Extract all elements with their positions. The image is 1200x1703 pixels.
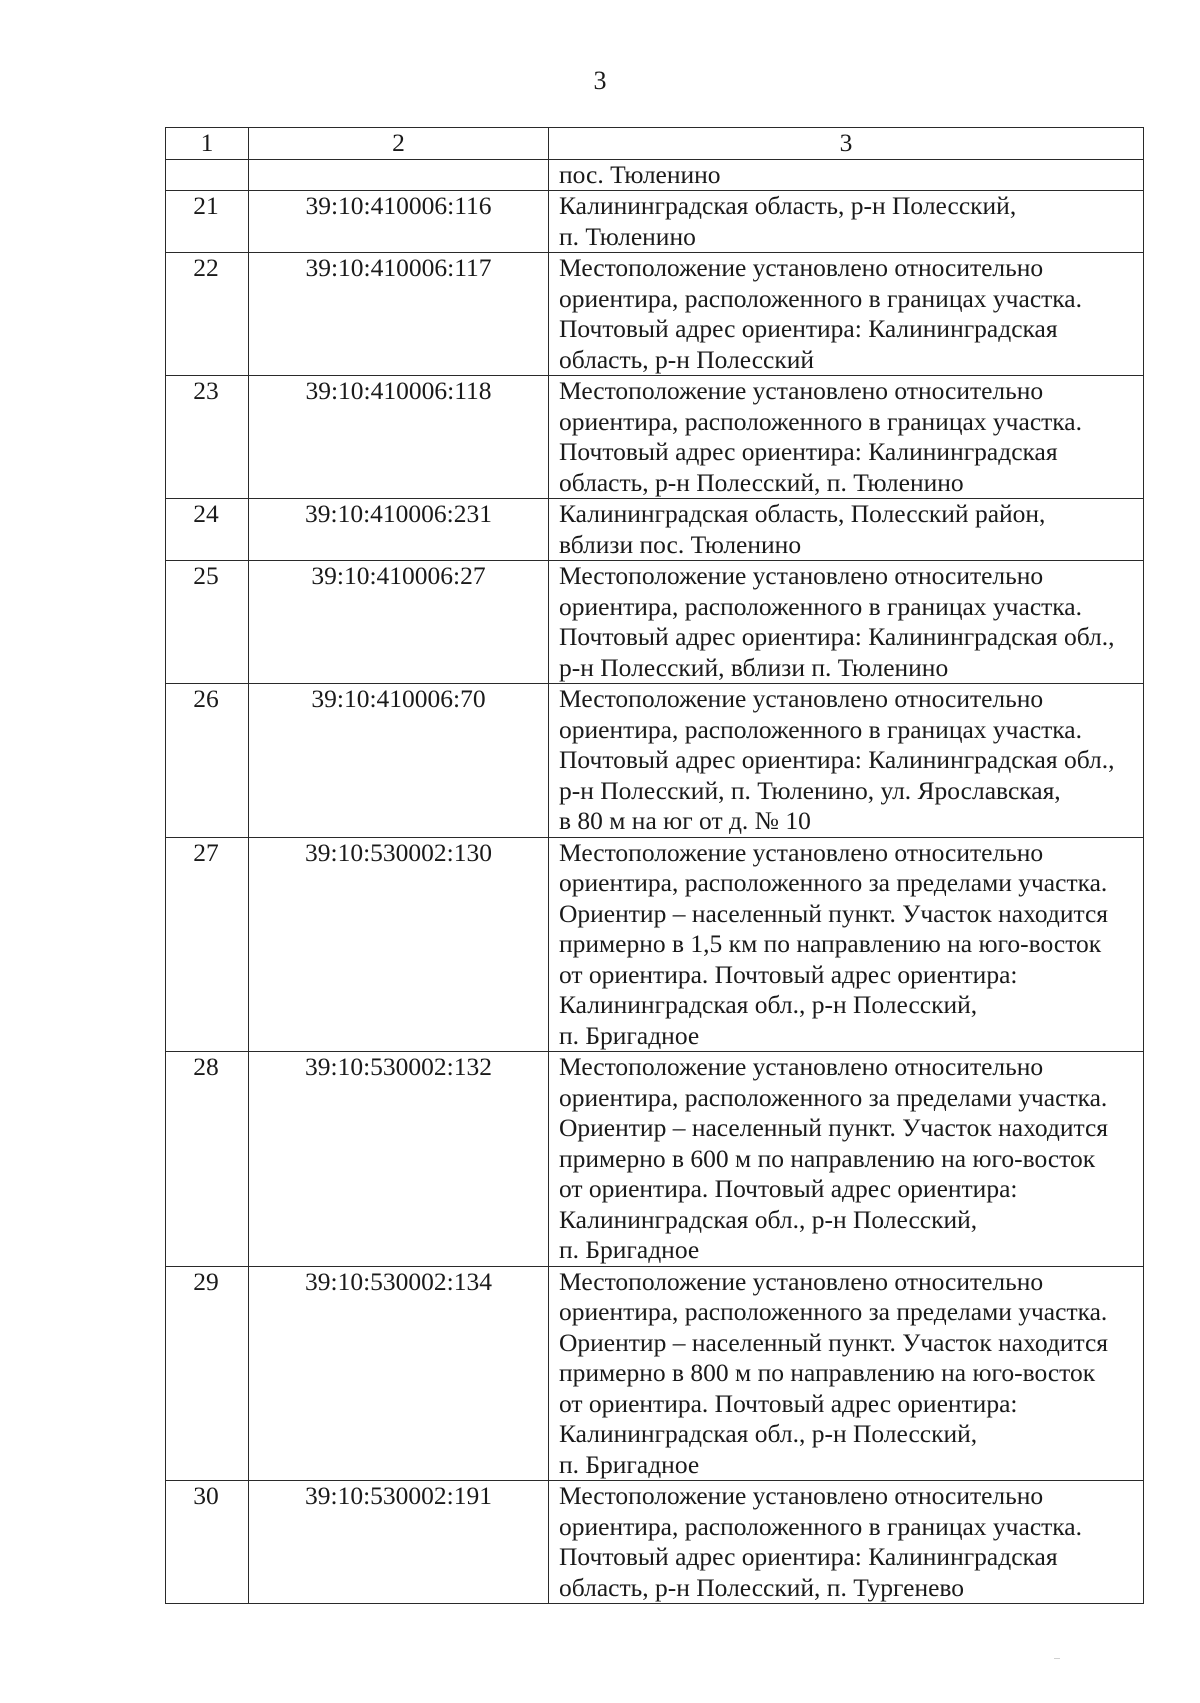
cadastral-number-cell: 39:10:530002:132 [249, 1052, 549, 1267]
address-line: ориентира, расположенного за пределами участка. [559, 868, 1108, 897]
address-line: примерно в 600 м по направлению на юго-восток [559, 1143, 1096, 1173]
row-number-cell: 25 [166, 561, 249, 684]
address-line: примерно в 800 м по направлению на юго-восток [559, 1358, 1096, 1387]
page-number: 3 [593, 66, 607, 95]
address-line: область, р-н Полесский, п. Тургенево [559, 1572, 965, 1602]
address-line: Местоположение установлено относительно [559, 561, 1044, 590]
address-line: Калининградская область, р-н Полесский, [559, 191, 1017, 220]
row-number-cell: 24 [166, 499, 249, 561]
land-plot-table [165, 127, 1144, 1604]
address-line: ориентира, расположенного в границах участка. [559, 406, 1082, 436]
address-line: п. Бригадное [559, 1449, 700, 1479]
table-row [166, 1481, 1144, 1604]
address-line: ориентира, расположенного в границах участка. [559, 714, 1082, 744]
scan-mark [1054, 1658, 1060, 1659]
address-line: от ориентира. Почтовый адрес ориентира: [559, 1174, 1018, 1203]
address-cell [549, 1481, 1144, 1604]
cadastral-number-cell: 39:10:410006:27 [249, 561, 549, 684]
address-line: от ориентира. Почтовый адрес ориентира: [559, 1388, 1018, 1418]
address-line: вблизи пос. Тюленино [559, 529, 802, 559]
address-line: Местоположение установлено относительно [559, 684, 1044, 713]
address-line: Почтовый адрес ориентира: Калининградская [559, 314, 1058, 343]
column-header-1: 1 [166, 128, 249, 160]
address-line: п. Бригадное [559, 1020, 700, 1050]
address-line: Калининградская обл., р-н Полесский, [559, 1419, 978, 1448]
address-line: от ориентира. Почтовый адрес ориентира: [559, 959, 1018, 989]
table-row [166, 191, 1144, 253]
address-line: Ориентир – населенный пункт. Участок находится [559, 898, 1109, 928]
cadastral-number-cell: 39:10:410006:117 [249, 253, 549, 376]
address-cell [549, 1052, 1144, 1267]
column-header-3: 3 [549, 128, 1144, 160]
cadastral-number-cell: 39:10:410006:116 [249, 191, 549, 253]
address-line: в 80 м на юг от д. № 10 [559, 806, 811, 835]
address-line: ориентира, расположенного в границах участка. [559, 1511, 1082, 1541]
table-row [166, 253, 1144, 376]
cadastral-number-cell: 39:10:410006:70 [249, 684, 549, 838]
address-line: Местоположение установлено относительно [559, 1481, 1044, 1510]
address-line: Почтовый адрес ориентира: Калининградская [559, 1542, 1058, 1571]
row-number-cell: 22 [166, 253, 249, 376]
address-line: примерно в 1,5 км по направлению на юго-восток [559, 929, 1102, 958]
table-row [166, 499, 1144, 561]
cadastral-number-cell: 39:10:530002:134 [249, 1266, 549, 1481]
row-number-cell [166, 159, 249, 191]
address-cell [549, 159, 1144, 191]
address-cell [549, 253, 1144, 376]
cadastral-number-cell: 39:10:530002:191 [249, 1481, 549, 1604]
address-line: Калининградская обл., р-н Полесский, [559, 990, 978, 1019]
address-cell [549, 376, 1144, 499]
address-cell [549, 499, 1144, 561]
address-line: пос. Тюленино [559, 159, 721, 189]
address-line: Ориентир – населенный пункт. Участок находится [559, 1327, 1109, 1357]
address-cell [549, 837, 1144, 1052]
row-number-cell: 28 [166, 1052, 249, 1267]
continuation-row [166, 159, 1144, 191]
address-line: ориентира, расположенного в границах участка. [559, 591, 1082, 621]
row-number-cell: 26 [166, 684, 249, 838]
table-row [166, 837, 1144, 1052]
address-line: Калининградская область, Полесский район, [559, 499, 1046, 528]
table-row [166, 561, 1144, 684]
row-number-cell: 23 [166, 376, 249, 499]
address-line: Местоположение установлено относительно [559, 1266, 1044, 1296]
column-header-2: 2 [249, 128, 549, 160]
address-line: п. Тюленино [559, 221, 696, 251]
table-row [166, 684, 1144, 838]
row-number-cell: 27 [166, 837, 249, 1052]
address-line: Почтовый адрес ориентира: Калининградская обл., [559, 622, 1115, 651]
cadastral-number-cell: 39:10:410006:231 [249, 499, 549, 561]
address-line: ориентира, расположенного за пределами участка. [559, 1082, 1108, 1112]
address-line: Местоположение установлено относительно [559, 376, 1044, 405]
row-number-cell: 30 [166, 1481, 249, 1604]
address-line: ориентира, расположенного в границах участка. [559, 283, 1082, 313]
address-cell [549, 684, 1144, 838]
address-cell [549, 1266, 1144, 1481]
address-line: Почтовый адрес ориентира: Калининградская [559, 437, 1058, 466]
address-line: п. Бригадное [559, 1235, 700, 1264]
row-number-cell: 21 [166, 191, 249, 253]
address-line: область, р-н Полесский [559, 344, 815, 374]
table-body [166, 128, 1144, 1604]
address-line: ориентира, расположенного за пределами участка. [559, 1297, 1108, 1326]
address-line: р-н Полесский, вблизи п. Тюленино [559, 652, 949, 682]
address-cell [549, 561, 1144, 684]
cadastral-number-cell: 39:10:530002:130 [249, 837, 549, 1052]
address-line: Местоположение установлено относительно [559, 253, 1044, 282]
table-row [166, 1266, 1144, 1481]
cadastral-number-cell [249, 159, 549, 191]
table-row [166, 1052, 1144, 1267]
address-line: Почтовый адрес ориентира: Калининградская обл., [559, 745, 1115, 774]
row-number-cell: 29 [166, 1266, 249, 1481]
address-line: р-н Полесский, п. Тюленино, ул. Ярославская, [559, 775, 1061, 805]
address-line: Ориентир – населенный пункт. Участок находится [559, 1113, 1109, 1142]
table-row [166, 376, 1144, 499]
address-line: Местоположение установлено относительно [559, 1052, 1044, 1081]
address-line: Местоположение установлено относительно [559, 837, 1044, 867]
address-line: Калининградская обл., р-н Полесский, [559, 1204, 978, 1234]
cadastral-number-cell: 39:10:410006:118 [249, 376, 549, 499]
column-number-row [166, 128, 1144, 160]
address-line: область, р-н Полесский, п. Тюленино [559, 467, 964, 497]
address-cell [549, 191, 1144, 253]
